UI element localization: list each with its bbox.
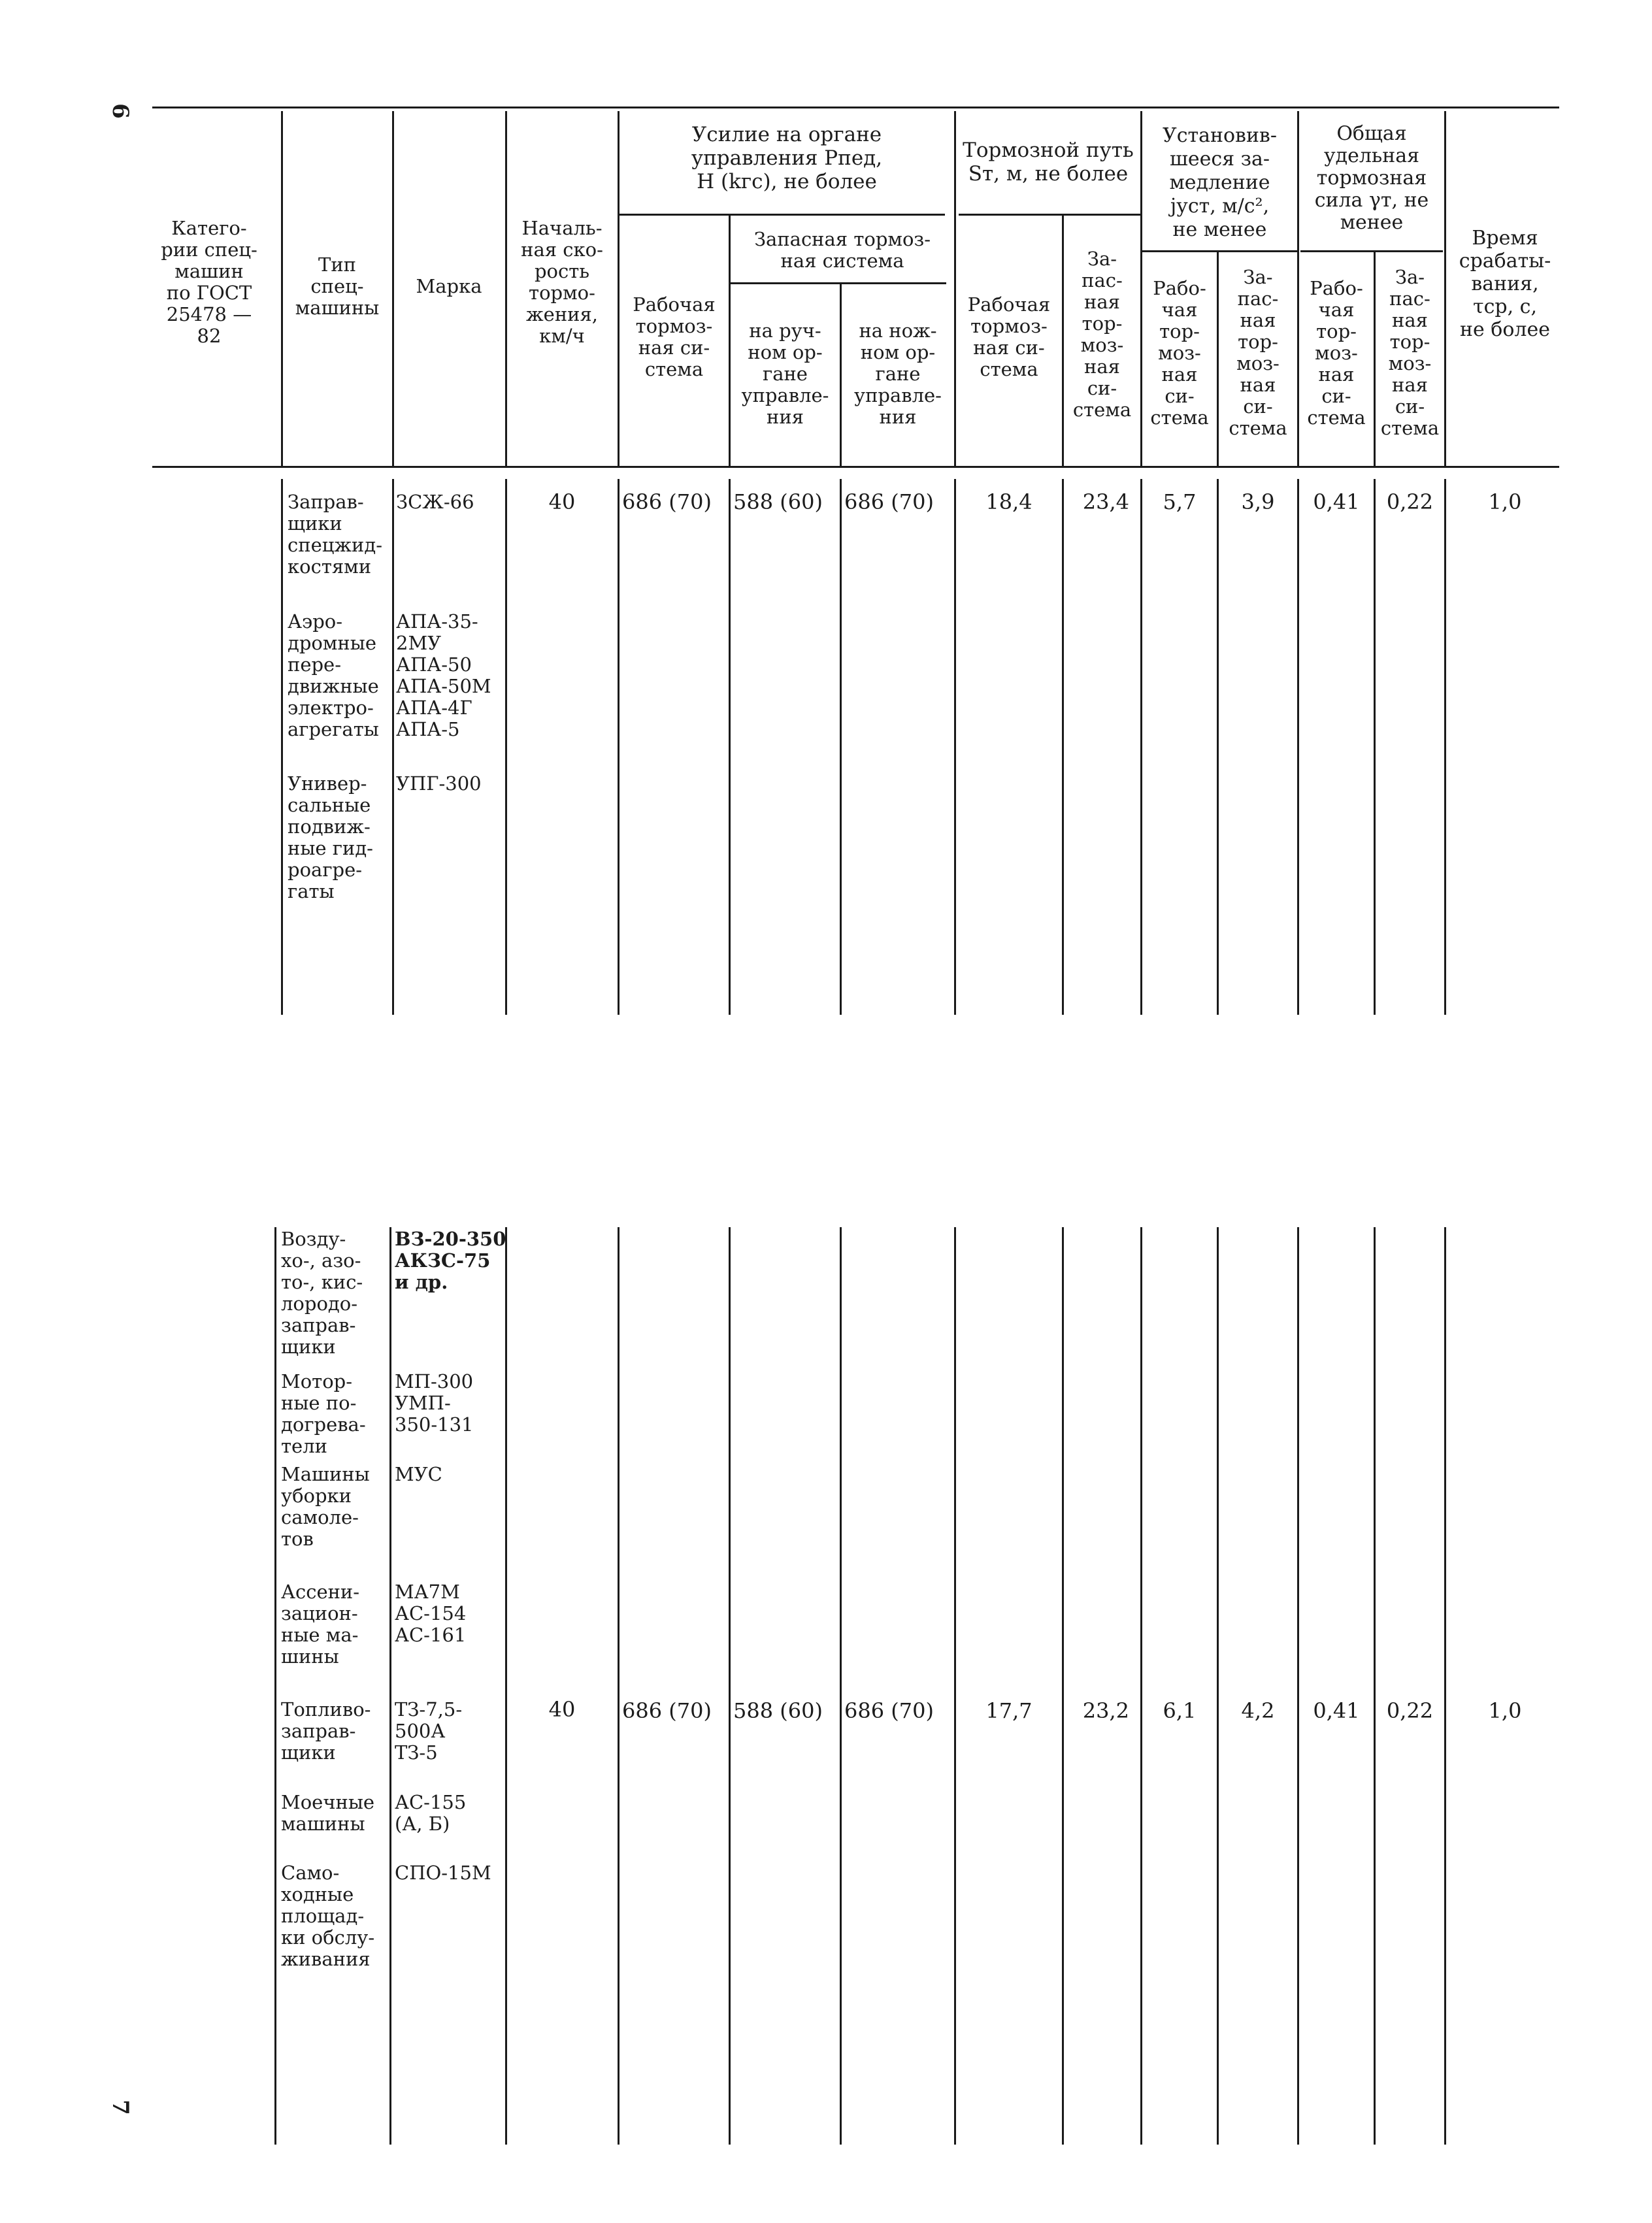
b2-line-decel-spare: [1217, 1227, 1219, 2145]
g1-type-2: Аэро- дромные пере- движные электро- агрегаты: [288, 610, 379, 740]
decel-subgroup-rule: [1142, 250, 1299, 252]
g2-type-3: Машины уборки самоле- тов: [281, 1463, 370, 1550]
g1-brand-3: УПГ-300: [396, 772, 482, 795]
b1-line-path: [954, 479, 956, 1015]
g2-brand-3: МУС: [395, 1463, 442, 1485]
b2-line-path: [954, 1227, 956, 2145]
g2-type-7: Само- ходные площад- ки обслу- живания: [281, 1862, 375, 1970]
g2-response: 1,0: [1488, 1698, 1522, 1723]
g2-decel-spare: 4,2: [1241, 1698, 1275, 1723]
g1-path-work: 18,4: [985, 489, 1032, 514]
page-number-top: 6: [107, 103, 133, 119]
b1-line-spare-foot: [840, 479, 842, 1015]
g1-decel-work: 5,7: [1163, 489, 1197, 514]
g1-speed: 40: [548, 489, 576, 514]
table-top-rule: [152, 107, 1559, 108]
b1-line-path-spare: [1062, 479, 1064, 1015]
g1-type-3: Универ- сальные подвиж- ные гид- роагре- гаты: [288, 772, 373, 902]
b1-line-decel-spare: [1217, 479, 1219, 1015]
g1-spare-foot: 686 (70): [844, 489, 934, 514]
header-fs-spare: За- пас- ная тор- моз- ная си- стема: [1380, 266, 1440, 439]
g2-brand-1: ВЗ-20-350 АКЗС-75 и др.: [395, 1228, 506, 1293]
b2-line-response: [1444, 1227, 1446, 2145]
b2-line-speed: [505, 1227, 507, 2145]
b1-line-response: [1444, 479, 1446, 1015]
g2-spare-hand: 588 (60): [733, 1698, 823, 1723]
header-speed: Началь- ная ско- рость тормо- жения, км/ч: [521, 217, 603, 347]
header-category: Катего- рии спец- машин по ГОСТ 25478 — 82: [161, 217, 257, 347]
g2-type-2: Мотор- ные по- догрева- тели: [281, 1370, 366, 1457]
b2-line-type: [274, 1227, 276, 2145]
header-spare-group: Запасная тормоз- ная система: [753, 228, 931, 272]
b2-line-spare: [729, 1227, 731, 2145]
header-decel-spare: За- пас- ная тор- моз- ная си- стема: [1229, 266, 1287, 439]
header-path-group: Тормозной путь Sт, м, не более: [963, 139, 1134, 186]
b1-line-spare: [729, 479, 731, 1015]
b2-line-force: [618, 1227, 620, 2145]
g1-spare-hand: 588 (60): [733, 489, 823, 514]
g1-brand-1: ЗСЖ-66: [396, 491, 474, 513]
b2-line-path-spare: [1062, 1227, 1064, 2145]
g1-fs-spare: 0,22: [1386, 489, 1434, 514]
b1-line-type: [281, 479, 283, 1015]
g2-force-work: 686 (70): [622, 1698, 712, 1723]
g2-decel-work: 6,1: [1163, 1698, 1197, 1723]
header-decel-group: Установив- шееся за- медление jуст, м/с², не менее: [1163, 124, 1277, 241]
g1-path-spare: 23,4: [1082, 489, 1129, 514]
g1-type-1: Заправ- щики спецжид- костями: [288, 491, 383, 578]
page-number-bottom: 7: [107, 2100, 133, 2115]
g2-fs-spare: 0,22: [1386, 1698, 1434, 1723]
g2-speed: 40: [548, 1697, 576, 1722]
b1-line-decel: [1140, 479, 1142, 1015]
g2-brand-5: ТЗ-7,5- 500А ТЗ-5: [395, 1698, 463, 1764]
g2-type-4: Ассени- зацион- ные ма- шины: [281, 1581, 360, 1668]
header-force-work: Рабочая тормоз- ная си- стема: [633, 293, 716, 380]
b2-line-brand: [389, 1227, 391, 2145]
header-path-spare: За- пас- ная тор- моз- ная си- стема: [1072, 248, 1132, 421]
g2-type-6: Моечные машины: [281, 1791, 375, 1835]
g2-path-work: 17,7: [985, 1698, 1032, 1723]
header-brand: Марка: [416, 275, 482, 297]
g1-fs-work: 0,41: [1313, 489, 1360, 514]
header-force-group: Усилие на органе управления Pпед, Н (kгс), не более: [691, 123, 883, 193]
g2-brand-6: АС-155 (А, Б): [395, 1791, 467, 1835]
header-fs-work: Рабо- чая тор- моз- ная си- стема: [1307, 277, 1366, 429]
b2-line-fs: [1297, 1227, 1299, 2145]
header-fs-group: Общая удельная тормозная сила γт, не менее: [1314, 122, 1429, 234]
g1-decel-spare: 3,9: [1241, 489, 1275, 514]
g1-force-work: 686 (70): [622, 489, 712, 514]
header-spare-hand: на руч- ном ор- гане управле- ния: [741, 320, 829, 428]
b2-line-fs-spare: [1374, 1227, 1376, 2145]
header-spare-foot: на нож- ном ор- гане управле- ния: [854, 320, 942, 428]
b2-line-spare-foot: [840, 1227, 842, 2145]
b1-line-force: [618, 479, 620, 1015]
g2-brand-4: МА7М АС-154 АС-161: [395, 1581, 467, 1646]
g1-response: 1,0: [1488, 489, 1522, 514]
g2-type-1: Возду- хо-, азо- то-, кис- лородо- заправ- щики: [281, 1228, 363, 1358]
b1-line-fs: [1297, 479, 1299, 1015]
fs-subgroup-rule: [1300, 250, 1443, 252]
g1-brand-2: АПА-35- 2МУ АПА-50 АПА-50М АПА-4Г АПА-5: [396, 610, 491, 740]
g2-spare-foot: 686 (70): [844, 1698, 934, 1723]
header-decel-work: Рабо- чая тор- моз- ная си- стема: [1150, 277, 1209, 429]
header-path-work: Рабочая тормоз- ная си- стема: [967, 293, 1051, 380]
force-subgroup-rule: [620, 214, 945, 216]
g2-fs-work: 0,41: [1313, 1698, 1360, 1723]
b1-line-speed: [505, 479, 507, 1015]
header-bottom-rule: [152, 466, 1559, 468]
g2-path-spare: 23,2: [1082, 1698, 1129, 1723]
g2-brand-2: МП-300 УМП- 350-131: [395, 1370, 474, 1436]
g2-type-5: Топливо- заправ- щики: [281, 1698, 371, 1764]
header-response: Время срабаты- вания, τср, с, не более: [1459, 227, 1551, 341]
b1-line-brand: [392, 479, 394, 1015]
g2-brand-7: СПО-15М: [395, 1862, 491, 1884]
header-type: Тип спец- машины: [295, 254, 380, 319]
b2-line-decel: [1140, 1227, 1142, 2145]
path-subgroup-rule: [959, 214, 1142, 216]
b1-line-fs-spare: [1374, 479, 1376, 1015]
spare-subgroup-rule: [731, 282, 946, 284]
